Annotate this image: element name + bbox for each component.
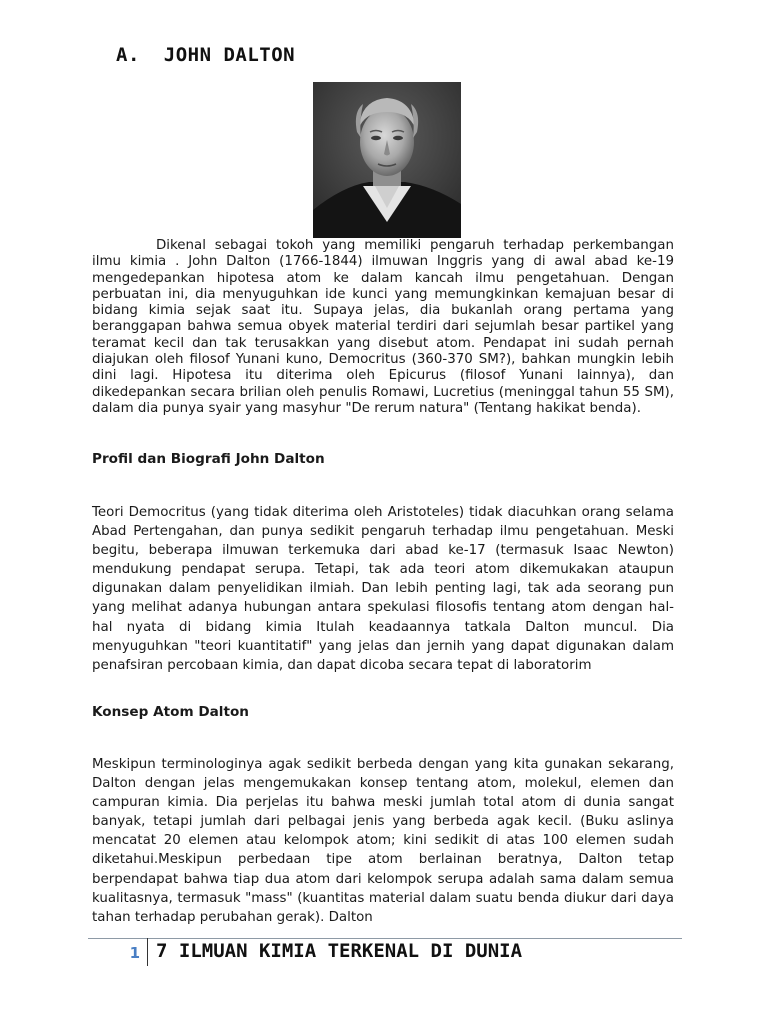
concept-paragraph: Meskipun terminologinya agak sedikit berbeda dengan yang kita gunakan sekarang, Dalton dengan jelas mengemukakan konsep tentang atom, molekul, elemen dan campuran kimia. Dia perjelas itu bahwa meski jumlah total atom di dunia sangat banyak, tetapi jumlah dari pelbagai jenis yang berbeda agak kecil. (Buku aslinya mencatat 20 elemen atau kelompok atom; kini sedikit di atas 100 elemen sudah diketahui.Meskipun perbedaan tipe atom berlainan beratnya, Dalton tetap berpendapat bahwa tiap dua atom dari kelompok serupa adalah sama dalam semua kualitasnya, termasuk "mass" (kuantitas material dalam suatu benda diukur dari daya tahan terhadap perubahan gerak). Dalton (92, 757, 674, 925)
portrait-photo (313, 82, 461, 238)
footer-separator (147, 938, 148, 966)
section-heading: A. JOHN DALTON (116, 44, 296, 66)
profile-subheading: Profil dan Biografi John Dalton (92, 451, 325, 467)
profile-paragraph: Teori Democritus (yang tidak diterima oleh Aristoteles) tidak diacuhkan orang selama Abad Pertengahan, dan punya sedikit pengaruh terhadap ilmu pengetahuan. Meski begitu, beberapa ilmuwan terkemuka dari abad ke-17 (termasuk Isaac Newton) mendukung pendapat serupa. Tetapi, tak ada teori atom dikemukakan ataupun digunakan dalam penyelidikan ilmiah. Dan lebih penting lagi, tak ada seorang pun yang melihat adanya hubungan antara spekulasi filosofis tentang atom dengan hal-hal nyata di bidang kimia Itulah keadaannya tatkala Dalton muncul. Dia menyuguhkan "teori kuantitatif" yang jelas dan jernih yang dapat digunakan dalam penafsiran percobaan kimia, dan dapat dicoba secara tepat di laboratorim (92, 505, 674, 673)
concept-subheading: Konsep Atom Dalton (92, 704, 249, 720)
page-number: 1 (129, 944, 140, 962)
footer-divider (88, 938, 682, 939)
footer-title: 7 ILMUAN KIMIA TERKENAL DI DUNIA (156, 940, 523, 962)
intro-paragraph: Dikenal sebagai tokoh yang memiliki pengaruh terhadap perkembangan ilmu kimia . John Dalton (1766-1844) ilmuwan Inggris yang di awal abad ke-19 mengedepankan hipotesa atom ke dalam kancah ilmu pengetahuan. Dengan perbuatan ini, dia menyuguhkan ide kunci yang memungkinkan kemajuan besar di bidang kimia sejak saat itu. Supaya jelas, dia bukanlah orang pertama yang beranggapan bahwa semua obyek material terdiri dari sejumlah besar partikel yang teramat kecil dan tak terusakkan yang disebut atom. Pendapat ini sudah pernah diajukan oleh filosof Yunani kuno, Democritus (360-370 SM?), bahkan mungkin lebih dini lagi. Hipotesa itu diterima oleh Epicurus (filosof Yunani lainnya), dan dikedepankan secara brilian oleh penulis Romawi, Lucretius (meninggal tahun 55 SM), dalam dia punya syair yang masyhur "De rerum natura" (Tentang hakikat benda). (92, 238, 674, 416)
portrait-photo-icon (313, 82, 461, 238)
